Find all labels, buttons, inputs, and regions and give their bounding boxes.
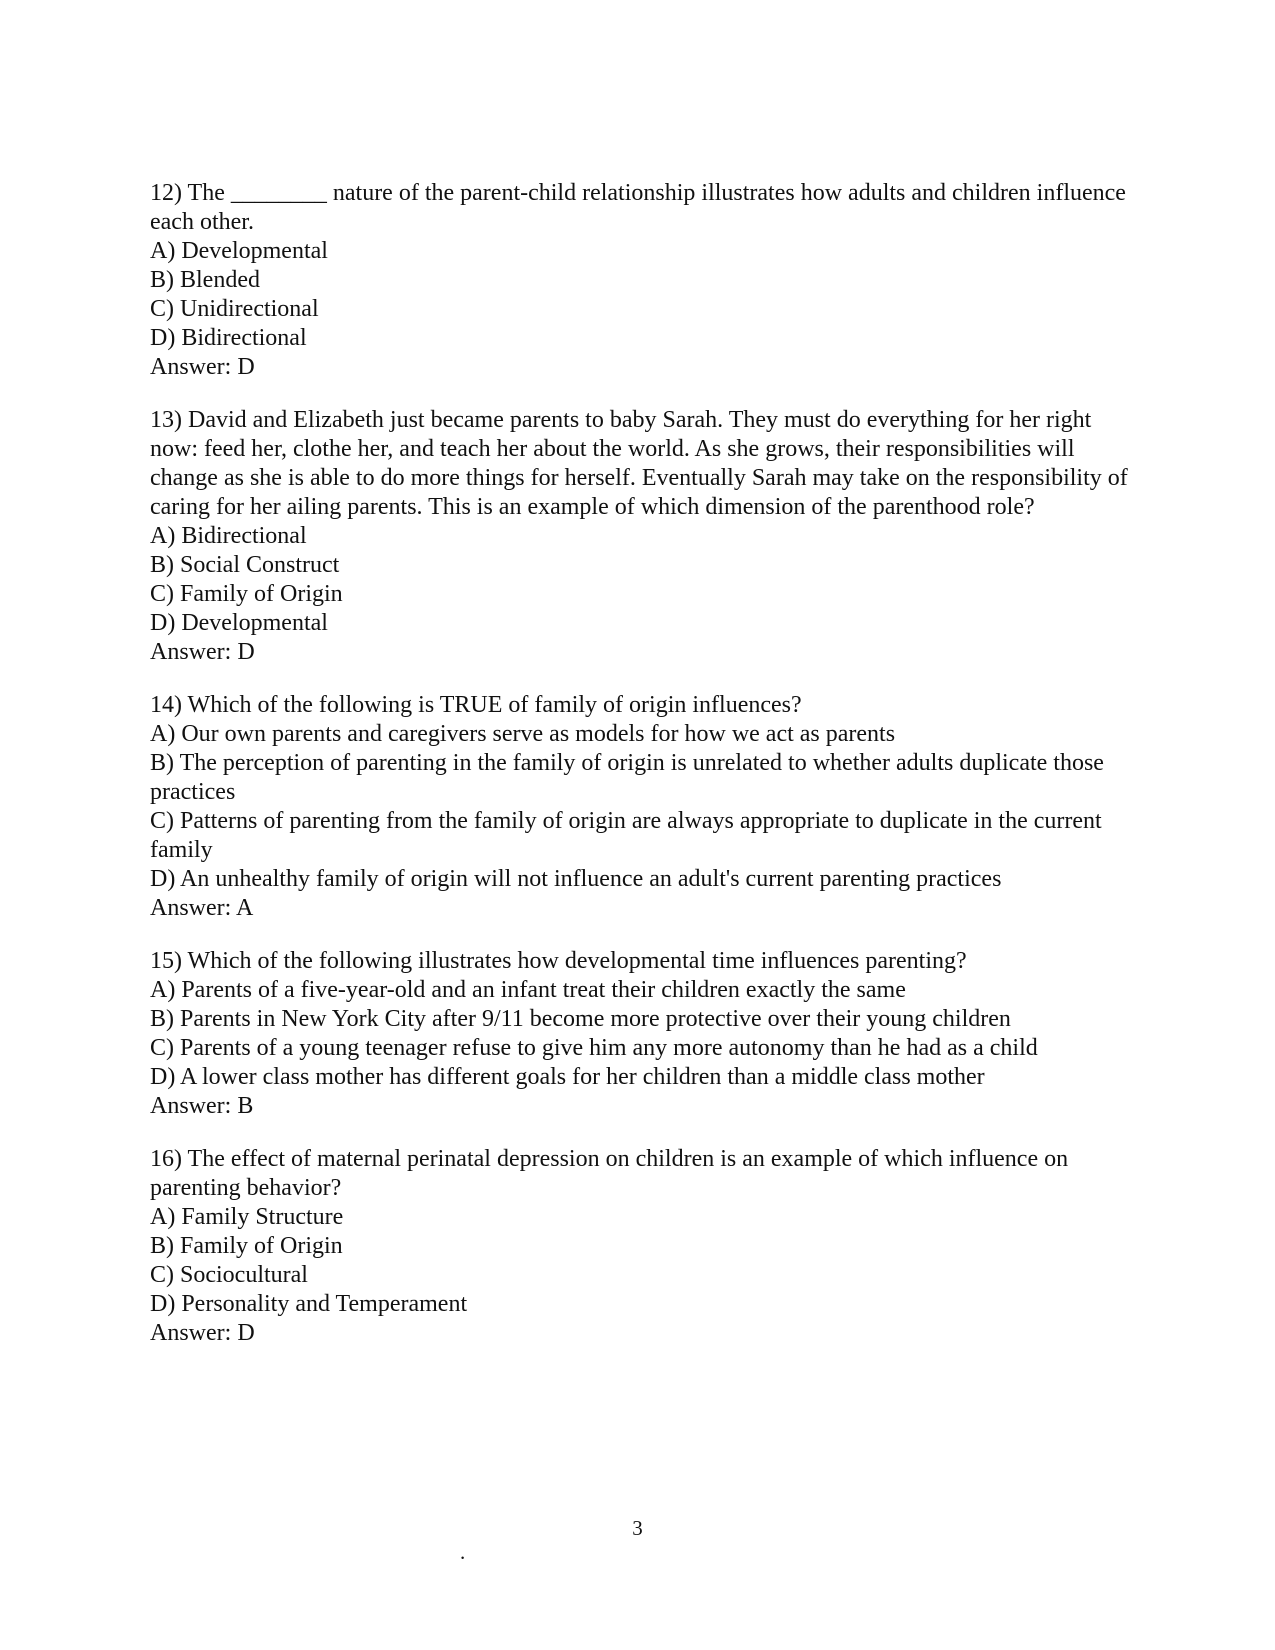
answer-option-c: C) Sociocultural [150, 1262, 308, 1288]
question-12 [150, 179, 1130, 382]
question-stem: 15) Which of the following illustrates how developmental time influences parenting? [150, 948, 967, 974]
question-15 [150, 947, 1130, 1121]
answer-option-c: C) Family of Origin [150, 581, 343, 607]
answer-key: Answer: D [150, 639, 255, 665]
answer-key: Answer: B [150, 1093, 254, 1119]
answer-option-b: B) Blended [150, 267, 260, 293]
footer-dot: . [460, 1540, 466, 1564]
question-14 [150, 691, 1130, 923]
answer-option-a: A) Developmental [150, 238, 328, 264]
answer-option-d: D) A lower class mother has different goals for her children than a middle class mother [150, 1064, 985, 1090]
question-stem: 13) David and Elizabeth just became parents to baby Sarah. They must do everything for her right now: feed her, clothe her, and teach her about the world. As she grows, their responsibilities will change as she is able to do more things for herself. Eventually Sarah may take on the responsibility of caring for her ailing parents. This is an example of which dimension of the parenthood role? [150, 407, 1128, 520]
answer-option-c: C) Patterns of parenting from the family of origin are always appropriate to duplicate in the current family [150, 808, 1102, 863]
answer-option-d: D) Developmental [150, 610, 328, 636]
answer-option-a: A) Family Structure [150, 1204, 344, 1230]
answer-key: Answer: A [150, 895, 254, 921]
answer-key: Answer: D [150, 354, 255, 380]
answer-option-d: D) Personality and Temperament [150, 1291, 468, 1317]
question-16 [150, 1145, 1130, 1348]
answer-option-a: A) Bidirectional [150, 523, 307, 549]
question-stem: 14) Which of the following is TRUE of family of origin influences? [150, 692, 802, 718]
question-13 [150, 406, 1130, 667]
answer-key: Answer: D [150, 1320, 255, 1346]
question-stem: 12) The ________ nature of the parent-child relationship illustrates how adults and children influence each other. [150, 180, 1126, 235]
answer-option-d: D) Bidirectional [150, 325, 307, 351]
question-list [150, 179, 1130, 1372]
answer-option-b: B) Family of Origin [150, 1233, 343, 1259]
answer-option-b: B) Social Construct [150, 552, 340, 578]
page-number: 3 [632, 1516, 643, 1540]
answer-option-c: C) Parents of a young teenager refuse to give him any more autonomy than he had as a child [150, 1035, 1038, 1061]
question-stem: 16) The effect of maternal perinatal depression on children is an example of which influence on parenting behavior? [150, 1146, 1069, 1201]
answer-option-d: D) An unhealthy family of origin will not influence an adult's current parenting practices [150, 866, 1002, 892]
answer-option-a: A) Our own parents and caregivers serve as models for how we act as parents [150, 721, 896, 747]
answer-option-b: B) The perception of parenting in the family of origin is unrelated to whether adults duplicate those practices [150, 750, 1104, 805]
answer-option-a: A) Parents of a five-year-old and an infant treat their children exactly the same [150, 977, 906, 1003]
answer-option-c: C) Unidirectional [150, 296, 319, 322]
answer-option-b: B) Parents in New York City after 9/11 become more protective over their young children [150, 1006, 1011, 1032]
